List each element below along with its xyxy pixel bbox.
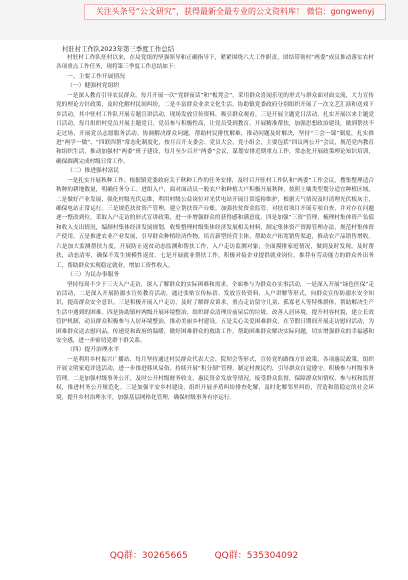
section-paragraph: 一是利用乡村振兴广播站、每月坚持通过村民群众代表大会、院坝会等形式，宣传党的路线方针政策、各项惠民政策，组织开展文明家庭评选活动，进一步推进移风易俗，持续开展“积分制”管理，制定村规民约，引导群众自觉遵守，积极参与村级事务管理。二是加强村级事务公开，及时公开村级财务收支、惠民资金发放等情况，接受群众监督，保障群众知情权、参与权和监督权，推进村务公开规范化。三是加强平安乡村建设，组织开展矛盾纠纷排查化解，及时化解邻里纠纷，营造和谐稳定的社会环境，提升乡村治理水平，加强基层网格化管理，确保村级事务有序运行。 — [56, 356, 374, 401]
document-page — [56, 44, 374, 544]
section-heading: （一）健强村党组织 — [67, 83, 120, 90]
document-body — [56, 73, 374, 403]
section-paragraph: 一是深入教育引导农民群众。每月开展一次“党群夜话”和“板凳会”，采用群众喜闻乐见的形式与群众面对面交流，大力宣传党的理论方针政策，及时化解村民间纠纷，二是丰富群众业余文化生活。协助镇党委政府分别组织开展了一次文艺汇演和送戏下乡活动，其中驻村工作队开展专题宣讲活动，现场发放宣传资料，吸引群众观看。三是开展主题党日活动，扎实开展以来主题党日活动，每月组织村党员开展主题党日，党员参与积极性高，让党员受到教育。开展精准帮扶，加强思想政治建设，做到帮扶不走过场，开展党员志愿服务活动。协调解决群众问题，帮助村民排忧解难，推动问题及时解决，坚持“三会一课”制度，扎实推进“两学一做”、“四联四帮”常态化制度化，按月召开支委会、党员大会。党小组会，主要包括“四议两公开”会议，规范党内教育和组织生活，推动加强村“两委”班子建设，每月至少召开“两委”会议，谋划安排近期重点工作，常态化开展政策理论知识培训，确保圆满完成村级日常工作。 — [56, 93, 374, 165]
document-title: 村驻村工作队2023年第三季度工作总结 — [62, 45, 175, 53]
qq-group-1: QQ群：30265665 — [109, 551, 188, 561]
section-paragraph: 坚持每周不少于三天入户走访，深入了解群众的实际困难和需求，全面参与为群众办实事活动，一是深入开展“绿色医保”走访活动，二是深入开展防溺水宣传教育活动，通过张贴宣传标语、发放宣传资料、入户讲解等形式，向群众宣传防溺水安全知识，提高群众安全意识。三是积极开展入户走访，及时了解群众诉求，重点走访留守儿童、孤寡老人等特殊群体，帮助解决生产生活中遇到的困难。四是协助镇村两级开展环境整治，组织群众清理房前屋后的垃圾，改善人居环境，提升村容村貌，建立长效管护机制，动员群众积极参与人居环境整治，推动美丽乡村建设。五是关心关爱困难群众，在节假日期间开展走访慰问活动，为困难群众送去慰问品，传递党和政府的温暖，做好困难群众的救助工作，帮助困难群众解决实际问题，切实增强群众的幸福感和安全感，进一步密切党群干群关系。 — [56, 281, 374, 344]
top-bar — [0, 0, 408, 40]
section-heading: （三）为民办事服务 — [67, 271, 120, 278]
footer-bar — [0, 548, 408, 564]
section-heading: （二）推进强村富民 — [67, 168, 120, 175]
section-paragraph: 一是扎实开展秋种工作。根据镇党委政府关于秋种工作的任务安排，及时召开驻村工作队和“两委”工作会议，搜集整理适合秋种的耕地数量，明确任务分工。进组入户，面对面动员一般农户和种植大户积极开展秋种，按照土壤类型划分适宜种植区域，二是做好产业发展，强化村级光伏运维，利用村级公益岗位对光伏电站开展日常巡检维护，根据天气情况及时清理光伏板灰尘，确保电站正常运行。三是规范扶贫资产管理，建立帮扶资产台账。加强扶贫资金监管，对扶贫项目开展专项自查，并对存在问题逐一整改到位，采取入户走访的形式宣讲政策，进一步增强群众的获得感和满意度。四是加强“三资”管理，梳理村集体资产负债和收入支出情况，编制村集体经济发展规划，收集整理村级集体经济发展相关材料，制定集体资产资源管理办法，规范村集体资产使用。五是推进农业产业发展，引导群众种植经济作物，培育新型经营主体，帮助农户拓宽销售渠道，推动农产品销售增收。六是加大监测帮扶力度，开展防止返贫动态监测和帮扶工作，入户走访监测对象，全面摸排家庭情况，做到及时发现、及时帮扶，动态清零，确保不发生规模性返贫。七是开展就业帮扶工作，积极对接企业提供就业岗位，推荐有劳动能力的群众外出务工，帮助群众实现稳定就业，增加工资性收入。 — [56, 177, 374, 269]
promo-banner[interactable]: 关注头条号“公文研究”，获得最新全最专业的公文资料库！ 微信：gongwenyj — [84, 4, 386, 20]
qq-group-2: QQ群：535304092 — [214, 551, 299, 561]
section-heading: 一、主要工作开展情况 — [67, 73, 125, 80]
section-heading: （四）提升治理水平 — [67, 347, 120, 354]
intro-paragraph: 村驻村工作队驻村以来，在局党组的坚强领导和正确指导下，紧紧围绕六大工作职责，团结带领村“两委”成员推动落实农村各项重点工作任务，现将第三季度工作总结如下： — [56, 55, 374, 71]
